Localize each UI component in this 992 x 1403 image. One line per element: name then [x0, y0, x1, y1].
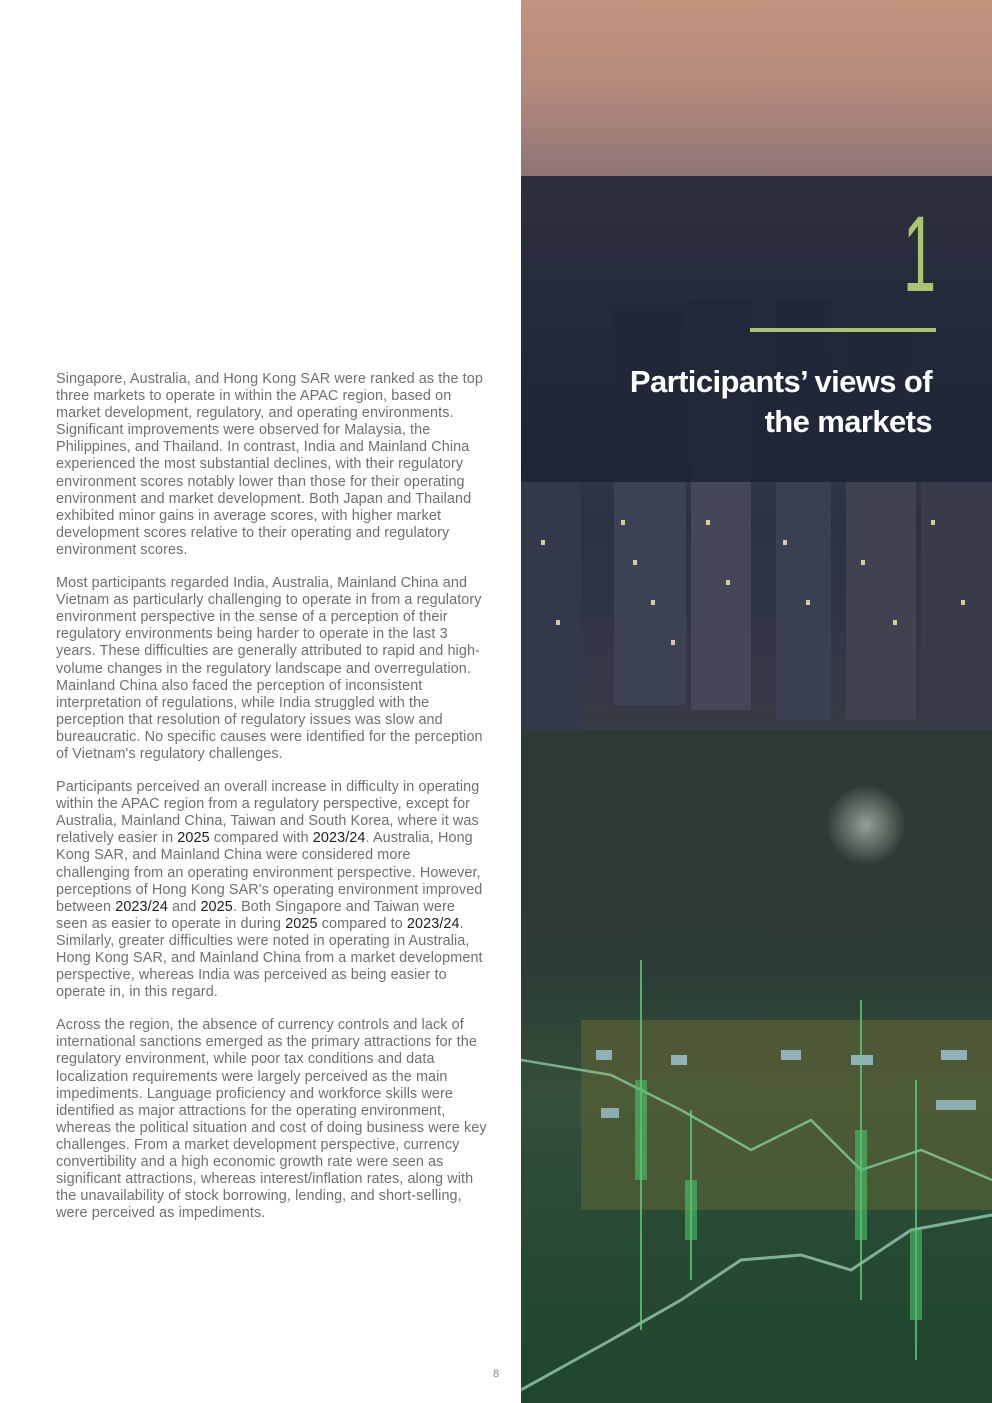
- tower: [521, 480, 581, 730]
- text-segment: . Both Singapore and Taiwan were seen as easier to operate in during: [56, 898, 456, 932]
- year-highlight: 2025: [285, 915, 318, 932]
- chapter-title-line: the markets: [764, 404, 932, 439]
- year-highlight: 2023/24: [115, 898, 168, 915]
- year-highlight: 2025: [177, 830, 210, 847]
- text-segment: compared with: [209, 830, 313, 847]
- year-highlight: 2025: [200, 898, 233, 915]
- text-segment: . Australia, Hong Kong SAR, and Mainland China were considered more challenging from an operating environment perspective. However, perceptions of Hong Kong SAR's operating environment improved between: [56, 830, 483, 915]
- chapter-cover-photo: [521, 0, 992, 1403]
- chapter-title-line: Participants’ views of: [629, 364, 932, 399]
- street-light-glow: [826, 785, 906, 865]
- text-segment: compared to: [317, 915, 407, 932]
- text-segment: Participants perceived an overall increase in difficulty in operating within the APAC region from a regulatory perspective, except for Australia, Mainland China, Taiwan and South Korea, where it was relatively easier in: [56, 779, 480, 847]
- text-segment: . Similarly, greater difficulties were noted in operating in Australia, Hong Kong SAR, and Mainland China from a market development perspective, whereas India was perceived as being easier to operate in, in this regard.: [56, 915, 483, 1001]
- chapter-title: [532, 362, 932, 442]
- body-text-column: [56, 371, 488, 1238]
- chapter-number: 1: [902, 193, 936, 314]
- paragraph-market-rankings: Singapore, Australia, and Hong Kong SAR were ranked as the top three markets to operate in within the APAC region, based on market development, regulatory, and operating environments. Significant improvements were observed for Malaysia, the Philippines, and Thailand. In contrast, India and Mainland China experienced the most substantial declines, with their regulatory environment scores notably lower than those for their operating environment and market development. Both Japan and Thailand exhibited minor gains in average scores, with higher market development scores relative to their operating and regulatory environment scores.: [56, 371, 483, 558]
- text-segment: and: [167, 898, 201, 915]
- year-highlight: 2023/24: [406, 915, 460, 932]
- paragraph-attractions-impediments: Across the region, the absence of currency controls and lack of international sanctions emerged as the primary attractions for the regulatory environment, while poor tax conditions and data localization requirements were largely perceived as the main impediments. Language proficiency and workforce skills were identified as major attractions for the operating environment, whereas the political situation and cost of doing business were key challenges. From a market development perspective, currency convertibility and a high economic growth rate were seen as significant attractions, whereas interest/inflation rates, along with the unavailability of stock borrowing, lending, and short-selling, were perceived as impediments.: [56, 1017, 487, 1222]
- paragraph-regulatory-challenges: Most participants regarded India, Australia, Mainland China and Vietnam as particularly challenging to operate in from a regulatory environment perspective in the sense of a perception of their regulatory environments being harder to operate in the last 3 years. These difficulties are generally attributed to rapid and high-volume changes in the regulatory landscape and overregulation. Mainland China also faced the perception of inconsistent interpretation of regulations, while India struggled with the perception that resolution of regulatory issues was slow and bureaucratic. No specific causes were identified for the perception of Vietnam's regulatory challenges.: [56, 575, 483, 762]
- page-number: 8: [492, 1368, 500, 1380]
- year-highlight: 2023/24: [312, 830, 366, 847]
- paragraph-operating-difficulty: [56, 779, 488, 1001]
- chapter-accent-rule: [750, 328, 936, 332]
